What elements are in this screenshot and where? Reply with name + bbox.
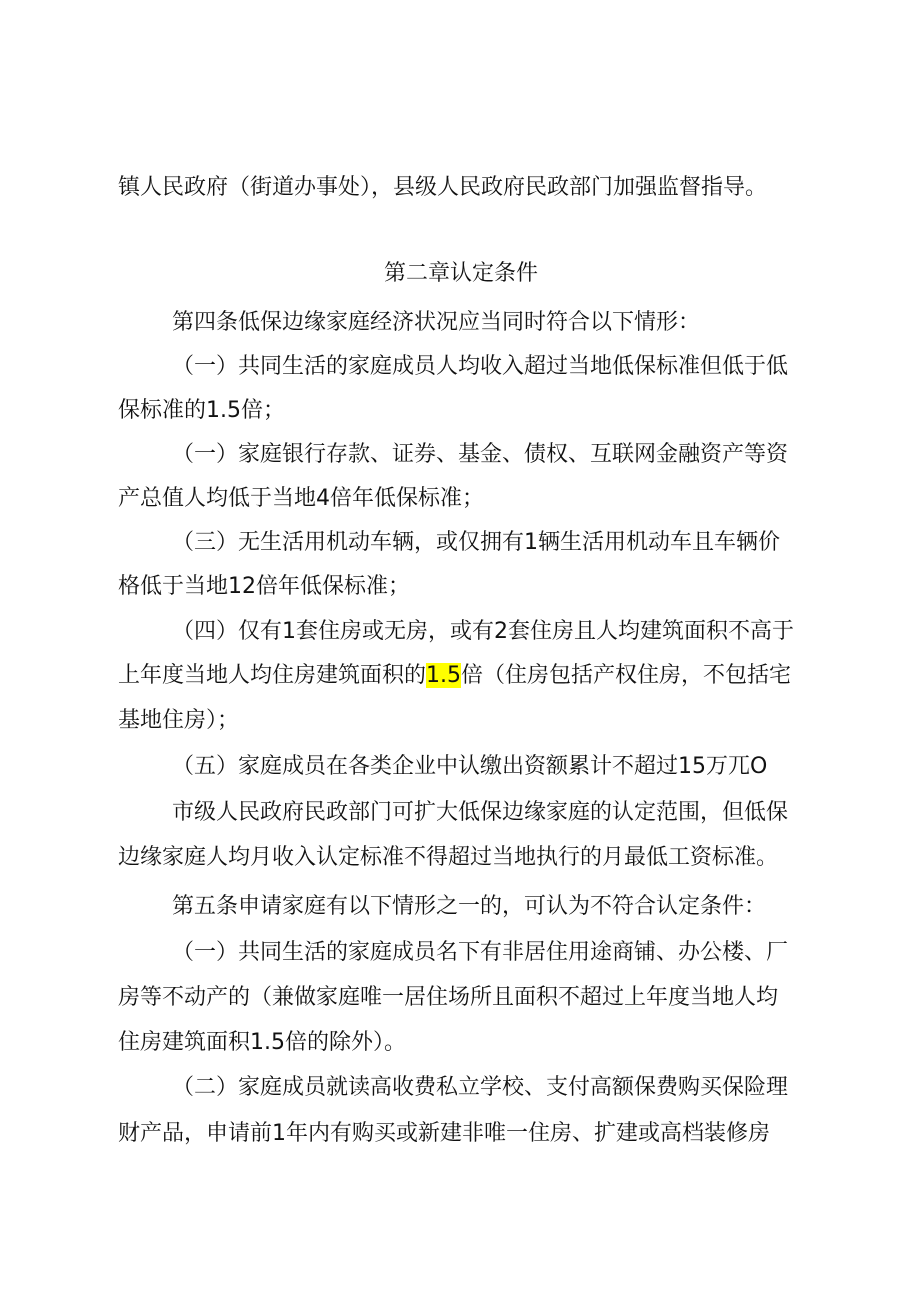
text-line: （四）仅有1套住房或无房，或有2套住房且人均建筑面积不高于 — [172, 619, 794, 644]
text-line: 住房建筑面积1.5倍的除外）。 — [118, 1030, 406, 1055]
text-line: 保标准的1.5倍； — [118, 398, 285, 423]
text-line: 第五条申请家庭有以下情形之一的，可认为不符合认定条件： — [172, 894, 767, 919]
text-after-highlight: 倍（住房包括产权住房，不包括宅 — [461, 663, 792, 688]
text-line: 格低于当地12倍年低保标准； — [118, 574, 410, 599]
text-line: 镇人民政府（街道办事处），县级人民政府民政部门加强监督指导。 — [118, 175, 768, 200]
text-line: （一）共同生活的家庭成员人均收入超过当地低保标准但低于低 — [172, 354, 789, 379]
text-line: （五）家庭成员在各类企业中认缴出资额累计不超过15万兀O — [172, 754, 768, 779]
text-before-highlight: 上年度当地人均住房建筑面积的 — [118, 663, 427, 688]
text-line: （一）家庭银行存款、证券、基金、债权、互联网金融资产等资 — [172, 442, 789, 467]
chapter-heading: 第二章认定条件 — [384, 261, 539, 286]
text-line: 产总值人均低于当地4倍年低保标准； — [118, 486, 484, 511]
text-line: （一）共同生活的家庭成员名下有非居住用途商铺、办公楼、厂 — [172, 940, 789, 965]
text-line: 财产品，申请前1年内有购买或新建非唯一住房、扩建或高档装修房 — [118, 1121, 770, 1146]
text-line: 边缘家庭人均月收入认定标准不得超过当地执行的月最低工资标准。 — [118, 845, 779, 870]
highlighted-text: 1.5 — [426, 663, 462, 688]
text-line: 市级人民政府民政部门可扩大低保边缘家庭的认定范围，但低保 — [172, 800, 789, 825]
text-line: 房等不动产的（兼做家庭唯一居住场所且面积不超过上年度当地人均 — [118, 985, 779, 1010]
text-line: （二）家庭成员就读高收费私立学校、支付高额保费购买保险理 — [172, 1075, 789, 1100]
text-line-highlighted — [118, 661, 791, 691]
text-line: （三）无生活用机动车辆，或仅拥有1辆生活用机动车且车辆价 — [172, 530, 780, 555]
text-line: 基地住房）； — [118, 708, 240, 733]
text-line: 第四条低保边缘家庭经济状况应当同时符合以下情形： — [172, 310, 701, 335]
